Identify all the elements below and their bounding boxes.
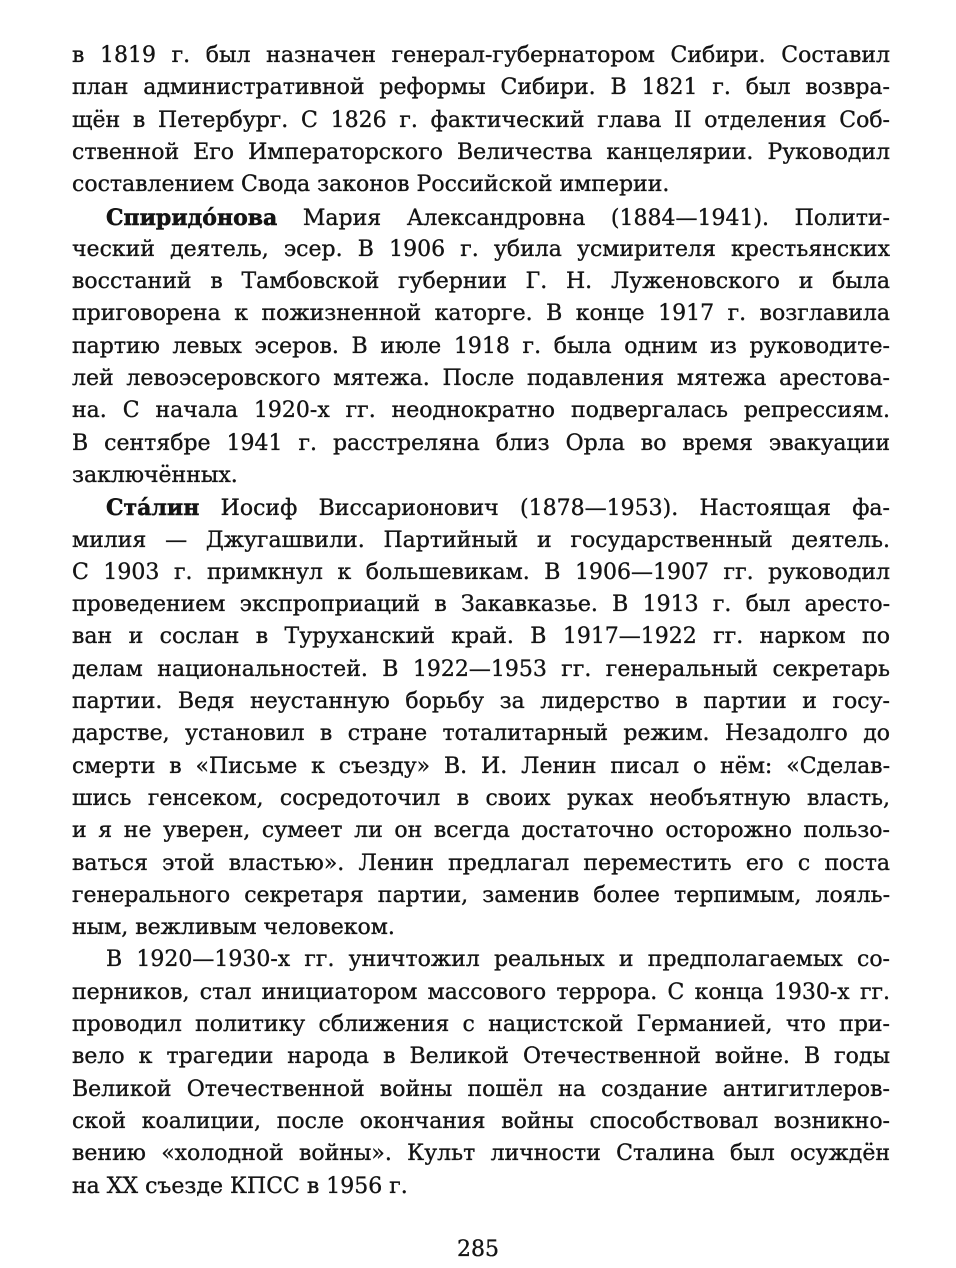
entry-heading-rest: Мария Александровна (1884—1941). Полити- xyxy=(277,205,890,231)
text-line: проводил политику сближения с нацистской Германией, что при- xyxy=(72,1012,890,1037)
text-line: партии. Ведя неустанную борьбу за лидерство в партии и госу- xyxy=(72,689,890,714)
text-line: В 1920—1930-х гг. уничтожил реальных и предполагаемых со- xyxy=(106,947,890,973)
entry-name-stalin: Стáлин xyxy=(106,495,200,522)
text-line: проведением экспроприаций в Закавказье. В 1913 г. был аресто- xyxy=(72,592,890,618)
text-line: ваться этой властью». Ленин предлагал переместить его с поста xyxy=(72,850,890,876)
text-line: на XX съезде КПСС в 1956 г. xyxy=(72,1173,408,1199)
entry-heading-rest: Иосиф Виссарионович (1878—1953). Настоящая фа- xyxy=(199,496,890,522)
text-line: и я не уверен, сумеет ли он всегда достаточно осторожно пользо- xyxy=(72,818,890,844)
text-line: партию левых эсеров. В июле 1918 г. была одним из руководите- xyxy=(72,333,890,359)
text-line: С 1903 г. примкнул к большевикам. В 1906—1907 гг. руководил xyxy=(72,559,890,585)
entry-name-spiridonova: Спиридóнова xyxy=(106,204,278,231)
text-line: генерального секретаря партии, заменив более терпимым, лояль- xyxy=(72,882,890,908)
text-line: приговорена к пожизненной каторге. В конце 1917 г. возглавила xyxy=(72,301,890,327)
entry-first-line-stalin xyxy=(106,492,890,524)
text-line: смерти в «Письме к съезду» В. И. Ленин писал о нём: «Сделав- xyxy=(72,753,890,779)
text-line: вело к трагедии народа в Великой Отечественной войне. В годы xyxy=(72,1044,890,1070)
text-line: дарстве, установил в стране тоталитарный режим. Незадолго до xyxy=(72,721,890,747)
text-line: В сентябре 1941 г. расстреляна близ Орла во время эвакуации xyxy=(72,430,890,456)
text-line: щён в Петербург. С 1826 г. фактический глава II отделения Соб- xyxy=(72,107,890,133)
text-line: Великой Отечественной войны пошёл на создание антигитлеров- xyxy=(72,1076,890,1102)
text-line: план административной реформы Сибири. В 1821 г. был возвра- xyxy=(72,75,890,101)
text-line: лей левоэсеровского мятежа. После подавления мятежа арестова- xyxy=(72,366,890,391)
text-line: заключённых. xyxy=(72,462,238,488)
text-line: ческий деятель, эсер. В 1906 г. убила усмирителя крестьянских xyxy=(72,236,890,262)
text-line: шись генсеком, сосредоточил в своих руках необъятную власть, xyxy=(72,785,890,811)
text-line: вению «холодной войны». Культ личности Сталина был осуждён xyxy=(72,1141,890,1167)
text-line: на. С начала 1920-х гг. неоднократно подвергалась репрессиям. xyxy=(72,398,890,424)
text-line: ской коалиции, после окончания войны способствовал возникно- xyxy=(72,1108,890,1134)
text-line: в 1819 г. был назначен генерал-губернатором Сибири. Составил xyxy=(72,43,890,68)
text-line: ван и сослан в Туруханский край. В 1917—1922 гг. нарком по xyxy=(72,624,890,650)
text-line: ственной Его Императорского Величества канцелярии. Руководил xyxy=(72,139,890,165)
text-line: восстаний в Тамбовской губернии Г. Н. Луженовского и была xyxy=(72,269,890,295)
text-line: делам национальностей. В 1922—1953 гг. генеральный секретарь xyxy=(72,656,890,682)
text-line: ным, вежливым человеком. xyxy=(72,915,395,941)
entry-first-line-spiridonova xyxy=(106,202,890,234)
text-line: составлением Свода законов Российской империи. xyxy=(72,172,670,198)
text-line: милия — Джугашвили. Партийный и государственный деятель. xyxy=(72,527,890,553)
page-number: 285 xyxy=(457,1237,499,1262)
text-line: перников, стал инициатором массового террора. С конца 1930-х гг. xyxy=(72,979,890,1005)
